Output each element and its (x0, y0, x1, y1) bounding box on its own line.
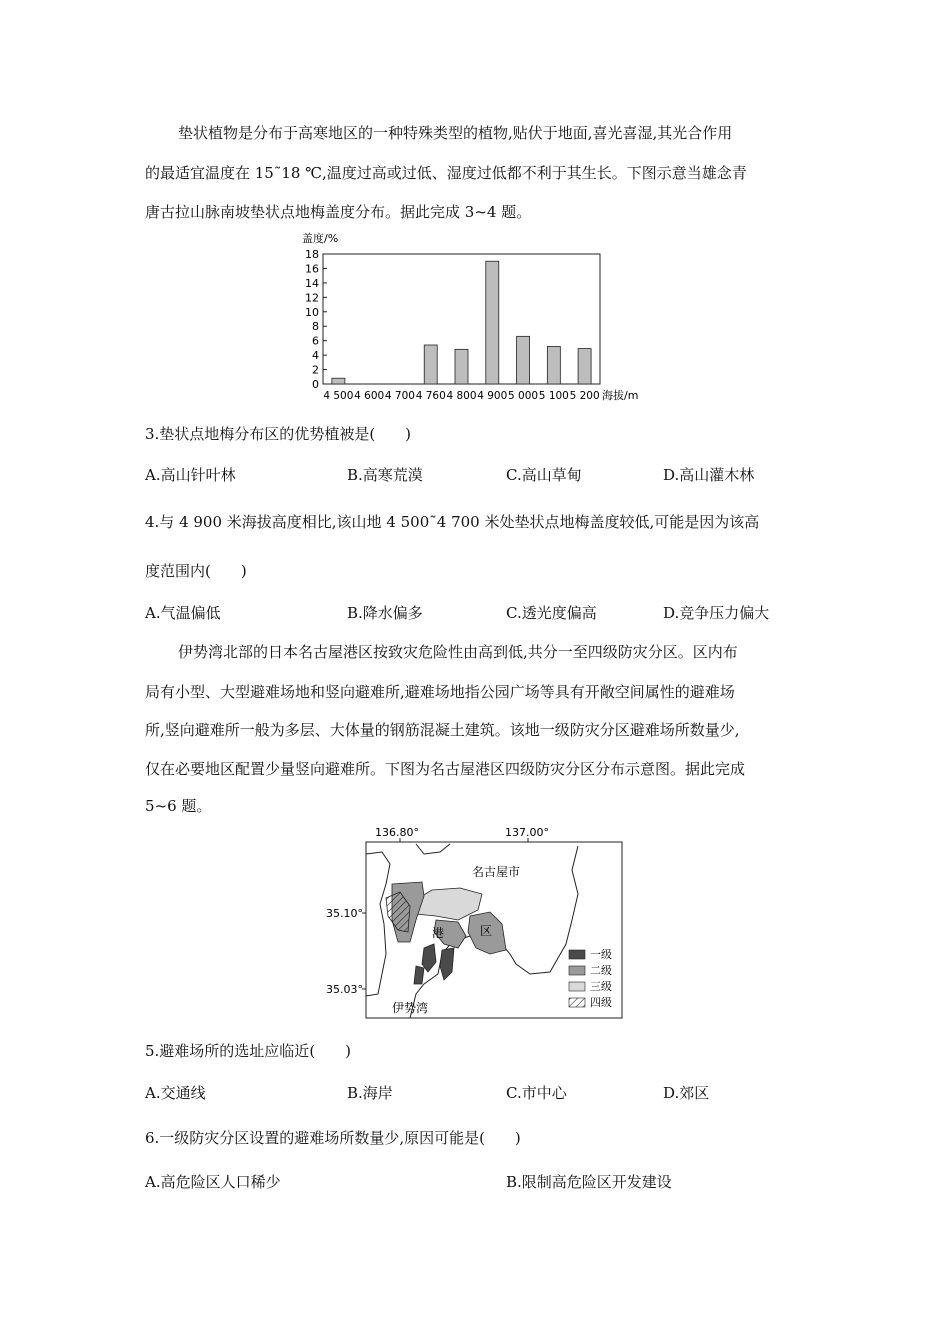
zone-level1-c (414, 966, 424, 984)
bar (578, 349, 591, 384)
passage2-line2: 局有小型、大型避难场地和竖向避难所,避难场地指公园广场等具有开敞空间属性的避难场 (145, 683, 735, 701)
q4-option-b[interactable]: B.降水偏多 (347, 604, 423, 622)
x-tick-label: 4 900 (477, 390, 508, 402)
bar (486, 261, 499, 384)
x-tick-label: 5 000 (508, 390, 539, 402)
q4-stem-line1: 4.与 4 900 米海拔高度相比,该山地 4 500˜4 700 米处垫状点地梅盖度较低,可能是因为该高 (145, 513, 760, 531)
passage2-line4: 仅在必要地区配置少量竖向避难所。下图为名古屋港区四级防灾分区分布示意图。据此完成 (145, 760, 746, 778)
q5-option-c[interactable]: C.市中心 (506, 1084, 567, 1102)
passage2-line5: 5~6 题。 (145, 797, 212, 815)
y-tick-label: 12 (305, 291, 319, 305)
passage1-line2: 的最适宜温度在 15˜18 ℃,温度过高或过低、湿度过低都不利于其生长。下图示意当雄念青 (145, 164, 747, 182)
x-tick-label: 4 760 (415, 390, 446, 402)
legend-label-level2: 二级 (590, 964, 612, 977)
q3-option-b[interactable]: B.高寒荒漠 (347, 466, 423, 484)
q4-option-a[interactable]: A.气温偏低 (145, 604, 221, 622)
y-tick-label: 2 (312, 363, 319, 377)
x-tick-label: 5 200 (569, 390, 600, 402)
q3-stem: 3.垫状点地梅分布区的优势植被是( ) (145, 425, 412, 443)
q5-option-b[interactable]: B.海岸 (347, 1084, 393, 1102)
nagoya-port-map (320, 824, 630, 1024)
legend-label-level1: 一级 (590, 948, 612, 961)
map-bay-label: 伊势湾 (392, 1001, 429, 1015)
map-lat-35-10: 35.10° (326, 907, 363, 920)
y-tick-label: 6 (312, 334, 319, 348)
legend-swatch-level4 (569, 998, 585, 1007)
y-tick-label: 0 (312, 378, 319, 391)
passage1-line3: 唐古拉山脉南坡垫状点地梅盖度分布。据此完成 3~4 题。 (145, 203, 532, 221)
passage2-line1: 伊势湾北部的日本名古屋港区按致灾危险性由高到低,共分一至四级防灾分区。区内布 (178, 643, 738, 661)
q4-option-d[interactable]: D.竞争压力偏大 (663, 604, 770, 622)
q6-option-b[interactable]: B.限制高危险区开发建设 (506, 1173, 672, 1191)
x-tick-label: 4 700 (384, 390, 415, 402)
x-tick-label: 4 500 (323, 390, 354, 402)
q3-option-d[interactable]: D.高山灌木林 (663, 466, 755, 484)
passage1-line1: 垫状植物是分布于高寒地区的一种特殊类型的植物,贴伏于地面,喜光喜湿,其光合作用 (178, 124, 733, 142)
legend-swatch-level2 (569, 966, 585, 975)
bar (455, 349, 468, 384)
chart-ylabel: 盖度/% (302, 232, 339, 245)
bar (547, 346, 560, 384)
q3-option-a[interactable]: A.高山针叶林 (145, 466, 236, 484)
map-lat-35-03: 35.03° (326, 983, 363, 996)
chart-xlabel: 海拔/m (602, 389, 639, 402)
y-tick-label: 14 (305, 276, 319, 290)
y-tick-label: 8 (312, 320, 319, 334)
q6-option-a[interactable]: A.高危险区人口稀少 (145, 1173, 281, 1191)
x-tick-label: 4 800 (446, 390, 477, 402)
q5-stem: 5.避难场所的选址应临近( ) (145, 1042, 352, 1060)
map-lon-137-00: 137.00° (505, 826, 549, 839)
q6-stem: 6.一级防灾分区设置的避难场所数量少,原因可能是( ) (145, 1129, 521, 1147)
bar (424, 345, 437, 384)
map-lon-136-80: 136.80° (375, 826, 419, 839)
legend-swatch-level3 (569, 982, 585, 991)
bar (332, 378, 345, 384)
map-port-label-1: 港 (432, 926, 445, 940)
bar (517, 336, 530, 384)
map-city-label: 名古屋市 (472, 865, 521, 879)
legend-label-level4: 四级 (590, 996, 612, 1009)
q5-option-a[interactable]: A.交通线 (145, 1084, 206, 1102)
passage2-line3: 所,竖向避难所一般为多层、大体量的钢筋混凝土建筑。该地一级防灾分区避难场所数量少, (145, 721, 740, 739)
y-tick-label: 4 (312, 349, 319, 363)
map-port-label-2: 区 (480, 924, 493, 938)
legend-label-level3: 三级 (590, 980, 612, 993)
x-tick-label: 5 100 (538, 390, 569, 402)
y-tick-label: 16 (305, 262, 319, 276)
y-tick-label: 10 (305, 305, 319, 319)
coverage-bar-chart (290, 228, 650, 403)
q3-option-c[interactable]: C.高山草甸 (506, 466, 582, 484)
q4-option-c[interactable]: C.透光度偏高 (506, 604, 597, 622)
legend-swatch-level1 (569, 950, 585, 959)
q4-stem-line2: 度范围内( ) (145, 562, 247, 580)
x-tick-label: 4 600 (354, 390, 385, 402)
y-tick-label: 18 (305, 248, 319, 261)
q5-option-d[interactable]: D.郊区 (663, 1084, 710, 1102)
